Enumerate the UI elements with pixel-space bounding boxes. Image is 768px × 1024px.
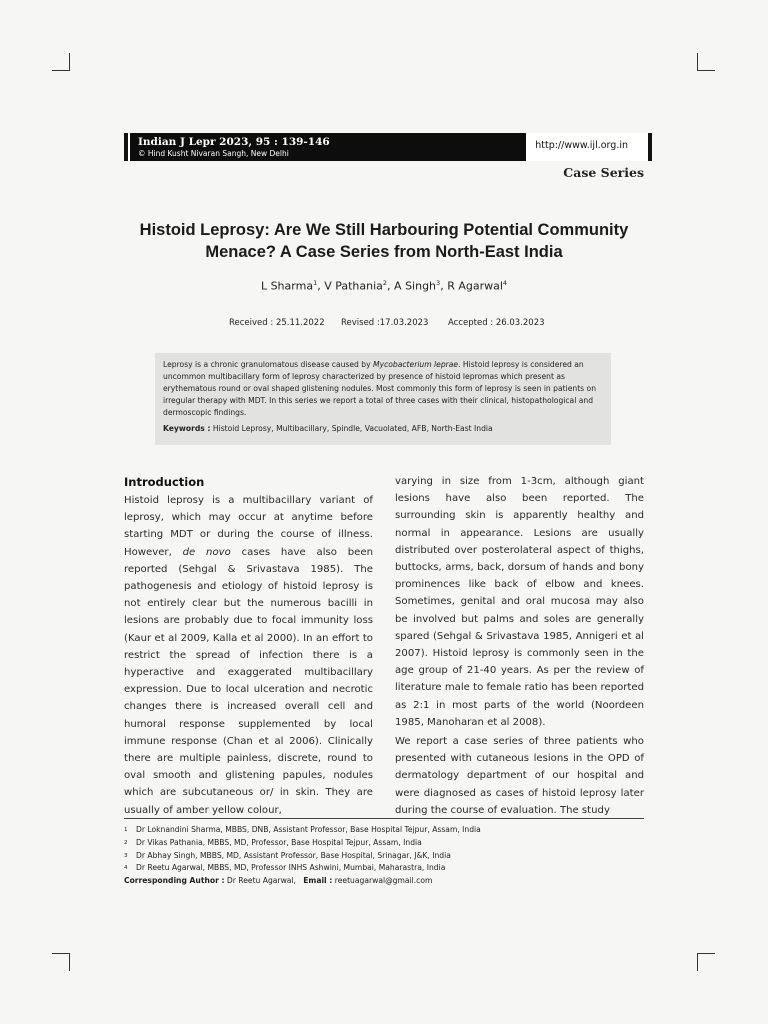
keywords-list: Histoid Leprosy, Multibacillary, Spindle, Vacuolated, AFB, North-East India <box>212 424 493 433</box>
journal-citation-block <box>130 133 526 161</box>
footnote-text: Dr Abhay Singh, MBBS, MD, Assistant Professor, Base Hospital, Srinagar, J&K, India <box>136 850 451 860</box>
abstract-text-part: . Histoid leprosy is considered an uncommon multibacillary form of leprosy characterized by presence of histoid lepromas which present as erythematous round or oval shaped glistening nodules. Most commonly this form of leprosy is seen in patients on irregular therapy with MDT. In this series we report a total of three cases with their clinical, histopathological and dermoscopic findings. <box>163 360 597 417</box>
abstract-text-part: Leprosy is a chronic granulomatous disease caused by <box>163 360 374 369</box>
footnote <box>124 837 481 850</box>
footnote-text: Dr Loknandini Sharma, MBBS, DNB, Assistant Professor, Base Hospital Tejpur, Assam, India <box>136 825 481 834</box>
footnote-number: 2 <box>124 839 128 846</box>
author-name: L Sharma <box>260 279 314 293</box>
crop-mark-top-left <box>52 70 70 71</box>
keywords-label: Keywords : <box>163 424 211 433</box>
author-affiliation-mark: 3 <box>436 279 441 287</box>
journal-url-link[interactable]: http://www.ijl.org.in <box>535 140 628 151</box>
accepted-date: Accepted : 26.03.2023 <box>448 318 545 328</box>
author-affiliation-mark: 4 <box>502 279 508 287</box>
body-column-left <box>124 473 373 819</box>
footnote-text: Dr Vikas Pathania, MBBS, MD, Professor, Base Hospital Tejpur, Assam, India <box>136 837 422 847</box>
crop-mark-bottom-left <box>69 953 70 971</box>
body-paragraph: varying in size from 1-3cm, although giant lesions have also been reported. The surrounding skin is apparently healthy and normal in appearance. Lesions are usually distributed over posterolateral aspect of thighs, buttocks, arms, back, dorsum of hands and bony prominences like back of elbow and knees. Sometimes, genital and oral mucosa may also be involved but palms and soles are generally spared (Sehgal & Srivastava 1985, Annigeri et al 2007). Histoid leprosy is commonly seen in the age group of 21-40 years. As per the review of literature male to female ratio has been reported as 2:1 in most parts of the world (Noordeen 1985, Manoharan et al 2008). <box>395 476 644 728</box>
revised-date: Revised :17.03.2023 <box>341 318 429 328</box>
corresponding-name: Dr Reetu Agarwal, <box>226 876 296 886</box>
title-line-1: Histoid Leprosy: Are We Still Harbouring Potential Community <box>139 221 629 239</box>
section-label: Case Series <box>563 165 644 180</box>
corresponding-email[interactable]: reetuagarwal@gmail.com <box>334 876 433 886</box>
crop-mark-top-left <box>69 53 70 71</box>
author-name: R Agarwal <box>447 279 503 293</box>
keywords-line <box>163 423 603 435</box>
crop-mark-bottom-right <box>697 953 698 971</box>
crop-mark-bottom-left <box>52 953 70 954</box>
body-column-right <box>395 473 644 819</box>
author-name: A Singh <box>394 279 437 293</box>
abstract-text <box>163 359 603 419</box>
corresponding-author <box>124 875 481 888</box>
footnote-number: 4 <box>124 865 128 872</box>
title-line-2: Menace? A Case Series from North-East India <box>205 243 563 261</box>
body-paragraph <box>124 492 373 819</box>
footnote-divider <box>124 818 644 819</box>
author-name: V Pathania <box>324 279 383 293</box>
author-list: L Sharma$^1$, V Pathania$^2$, A Singh$^3$, R Agarwal$^4$ <box>260 279 508 293</box>
footnote <box>124 850 481 863</box>
corresponding-label: Corresponding Author : <box>124 876 225 886</box>
abstract-box <box>155 353 611 445</box>
footnote-number: 3 <box>124 852 128 859</box>
crop-mark-top-right <box>697 70 715 71</box>
footnote <box>124 862 481 875</box>
footnote-text: Dr Reetu Agarwal, MBBS, MD, Professor INHS Ashwini, Mumbai, Maharastra, India <box>136 863 446 873</box>
publisher-line: © Hind Kusht Nivaran Sangh, New Delhi <box>138 149 289 158</box>
italic-term: de novo <box>182 546 231 558</box>
body-paragraph: We report a case series of three patients who presented with cutaneous lesions in the OPD of dermatology department of our hospital and were diagnosed as cases of histoid leprosy later during the course of evaluation. The study <box>395 736 644 816</box>
journal-citation: Indian J Lepr 2023, 95 : 139-146 <box>138 136 330 148</box>
paragraph-text: Histoid leprosy is a multibacillary variant of leprosy, which may occur at anytime before starting MDT or during the course of illness. However, <box>124 495 373 558</box>
footnotes <box>124 824 481 888</box>
footnote <box>124 824 481 837</box>
email-label: Email : <box>303 876 333 886</box>
crop-mark-bottom-right <box>697 953 715 954</box>
organism-name: Mycobacterium leprae <box>373 360 459 369</box>
paragraph-text: cases have also been reported (Sehgal & Srivastava 1985). The pathogenesis and etiology of histoid leprosy is not entirely clear but the numerous bacilli in lesions are probably due to focal immunity loss (Kaur et al 2009, Kalla et al 2000). In an effort to restrict the spread of infection there is a hyperactive and exaggerated multibacillary expression. Due to local ulceration and necrotic changes there is increased overall cell and humoral response supplemented by local immune response (Chan et al 2006). Clinically there are multiple painless, discrete, round to oval smooth and glistening papules, nodules which are subcutaneous or/ in skin. They are usually of amber yellow colour, <box>124 546 373 816</box>
footnote-number: 1 <box>124 827 128 833</box>
article-title <box>110 219 658 263</box>
received-date: Received : 25.11.2022 <box>229 318 325 328</box>
author-affiliation-mark: 2 <box>382 279 388 287</box>
crop-mark-top-right <box>697 53 698 71</box>
author-affiliation-mark: 1 <box>313 279 318 287</box>
section-heading: Introduction <box>124 475 205 489</box>
